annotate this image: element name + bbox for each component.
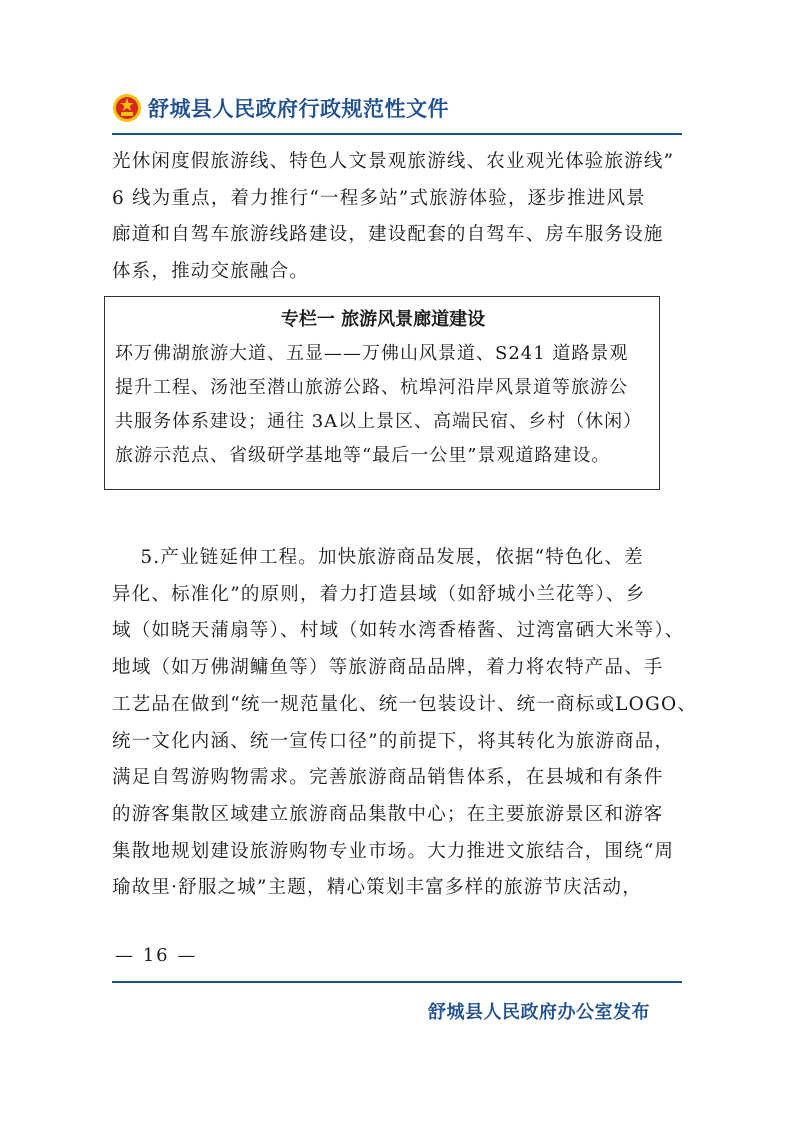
box-line: 共服务体系建设；通往 3A以上景区、高端民宿、乡村（休闲） bbox=[115, 411, 643, 432]
paragraph-1 bbox=[112, 144, 682, 291]
box-line: 环万佛湖旅游大道、五显——万佛山风景道、S241 道路景观 bbox=[115, 343, 629, 364]
column-box bbox=[104, 296, 660, 490]
text-line: 瑜故里·舒服之城”主题，精心策划丰富多样的旅游节庆活动， bbox=[112, 877, 642, 899]
text-line: 的游客集散区域建立旅游商品集散中心；在主要旅游景区和游客 bbox=[112, 803, 664, 825]
text-line: 统一文化内涵、统一宣传口径”的前提下，将其转化为旅游商品， bbox=[112, 730, 675, 752]
document-header bbox=[112, 88, 449, 128]
national-emblem-icon bbox=[112, 93, 142, 123]
footer-publisher: 舒城县人民政府办公室发布 bbox=[428, 1002, 650, 1023]
text-line: 域（如晓天蒲扇等）、村域（如转水湾香椿酱、过湾富硒大米等）、 bbox=[112, 620, 685, 642]
text-line: 工艺品在做到“统一规范量化、统一包装设计、统一商标或LOGO、 bbox=[112, 693, 698, 715]
text-line: 满足自驾游购物需求。完善旅游商品销售体系，在县城和有条件 bbox=[112, 767, 664, 789]
text-line: 地域（如万佛湖鳙鱼等）等旅游商品品牌，着力将农特产品、手 bbox=[112, 657, 664, 679]
text-line: 5.产业链延伸工程。加快旅游商品发展，依据“特色化、差 bbox=[112, 547, 644, 568]
footer-divider bbox=[112, 981, 682, 983]
text-line: 体系，推动交旅融合。 bbox=[112, 261, 310, 283]
text-line: 异化、标准化”的原则，着力打造县域（如舒城小兰花等）、乡 bbox=[112, 583, 646, 605]
text-line: 集散地规划建设旅游购物专业市场。大力推进文旅结合，围绕“周 bbox=[112, 840, 675, 862]
header-title: 舒城县人民政府行政规范性文件 bbox=[148, 97, 449, 121]
page-number: — 16 — bbox=[115, 945, 198, 966]
text-line: 光休闲度假旅游线、特色人文景观旅游线、农业观光体验旅游线” bbox=[112, 151, 675, 172]
header-divider bbox=[112, 133, 682, 135]
box-line: 旅游示范点、省级研学基地等“最后一公里”景观道路建设。 bbox=[115, 445, 611, 466]
box-line: 提升工程、汤池至潜山旅游公路、杭埠河沿岸风景道等旅游公 bbox=[115, 377, 628, 398]
column-box-title: 专栏一 旅游风景廊道建设 bbox=[280, 309, 486, 330]
text-line: 廊道和自驾车旅游线路建设，建设配套的自驾车、房车服务设施 bbox=[112, 224, 664, 246]
text-line: 6 线为重点，着力推行“一程多站”式旅游体验，逐步推进风景 bbox=[112, 187, 646, 209]
paragraph-2 bbox=[112, 540, 698, 907]
